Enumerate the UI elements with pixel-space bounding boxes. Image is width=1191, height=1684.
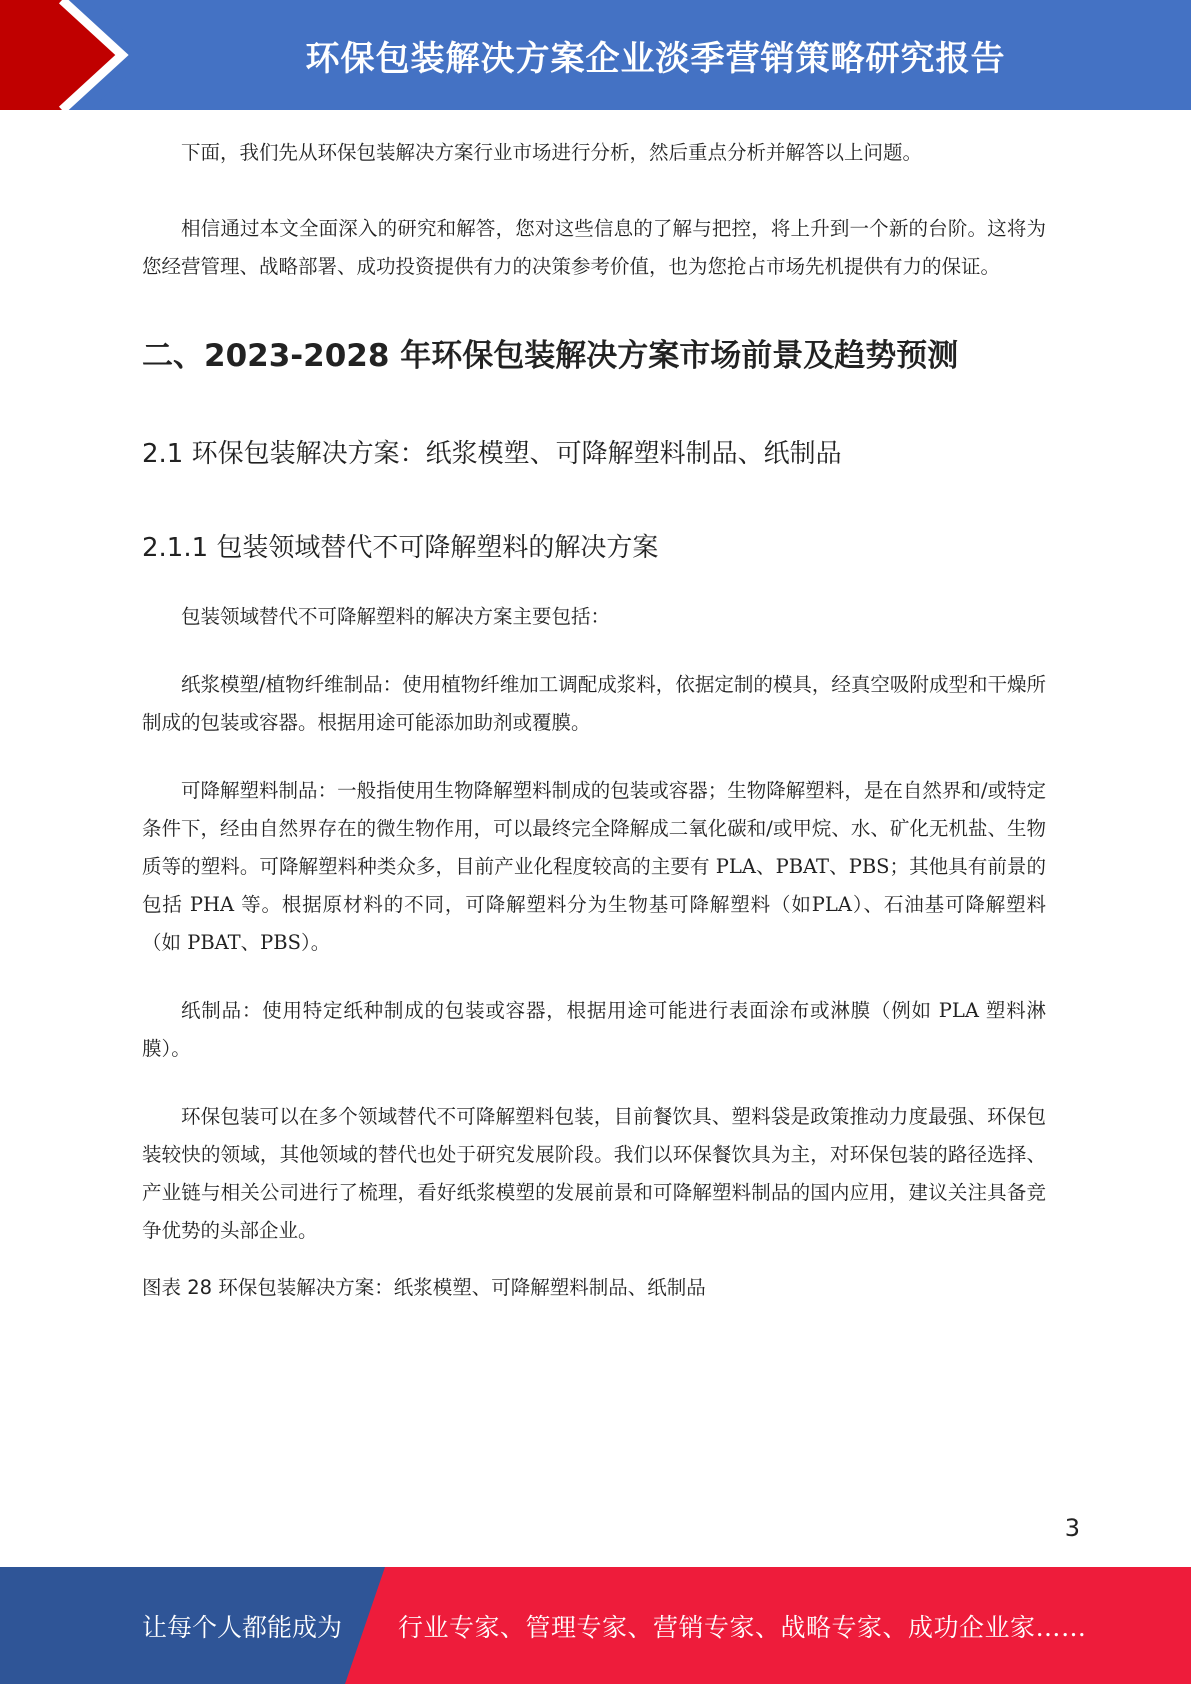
page-number: 3 (1064, 1514, 1080, 1542)
page-footer (0, 1567, 1191, 1684)
figure-label: 图表 (142, 1276, 182, 1299)
page-content (142, 110, 1046, 1306)
page-header (0, 0, 1191, 110)
body-paragraph: 纸制品：使用特定纸种制成的包装或容器，根据用途可能进行表面涂布或淋膜（例如 PLA 塑料淋膜）。 (142, 999, 1046, 1060)
figure-caption (142, 1270, 1046, 1306)
footer-slogan-left: 让每个人都能成为 (142, 1612, 343, 1642)
body-paragraph: 包装领域替代不可降解塑料的解决方案主要包括： (181, 605, 611, 628)
figure-number: 28 (187, 1276, 213, 1299)
subsubsection-heading: 2.1.1 包装领域替代不可降解塑料的解决方案 (142, 533, 659, 563)
report-title: 环保包装解决方案企业淡季营销策略研究报告 (305, 38, 1006, 79)
figure-caption-text: 环保包装解决方案：纸浆模塑、可降解塑料制品、纸制品 (218, 1276, 706, 1299)
body-paragraph: 纸浆模塑/植物纤维制品：使用植物纤维加工调配成浆料，依据定制的模具，经真空吸附成型和干燥所制成的包装或容器。根据用途可能添加助剂或覆膜。 (142, 673, 1046, 734)
intro-paragraph: 下面，我们先从环保包装解决方案行业市场进行分析，然后重点分析并解答以上问题。 (181, 141, 923, 164)
intro-paragraph: 相信通过本文全面深入的研究和解答，您对这些信息的了解与把控，将上升到一个新的台阶。这将为您经营管理、战略部署、成功投资提供有力的决策参考价值，也为您抢占市场先机提供有力的保证。 (142, 217, 1046, 278)
section-heading: 二、2023-2028 年环保包装解决方案市场前景及趋势预测 (142, 338, 959, 374)
subsection-heading: 2.1 环保包装解决方案：纸浆模塑、可降解塑料制品、纸制品 (142, 439, 842, 469)
footer-slogan-right: 行业专家、管理专家、营销专家、战略专家、成功企业家…… (398, 1612, 1087, 1642)
header-arrow-decoration (0, 0, 160, 110)
body-paragraph: 环保包装可以在多个领域替代不可降解塑料包装，目前餐饮具、塑料袋是政策推动力度最强、环保包装较快的领域，其他领域的替代也处于研究发展阶段。我们以环保餐饮具为主，对环保包装的路径选择、产业链与相关公司进行了梳理，看好纸浆模塑的发展前景和可降解塑料制品的国内应用，建议关注具备竞争优势的头部企业。 (142, 1105, 1046, 1242)
body-paragraph: 可降解塑料制品：一般指使用生物降解塑料制成的包装或容器；生物降解塑料，是在自然界和/或特定条件下，经由自然界存在的微生物作用，可以最终完全降解成二氧化碳和/或甲烷、水、矿化无机盐、生物质等的塑料。可降解塑料种类众多，目前产业化程度较高的主要有 PLA、PBAT、PBS；其他具有前景的包括 PHA 等。根据原材料的不同，可降解塑料分为生物基可降解塑料（如PLA）、石油基可降解塑料（如 PBAT、PBS）。 (142, 779, 1046, 954)
